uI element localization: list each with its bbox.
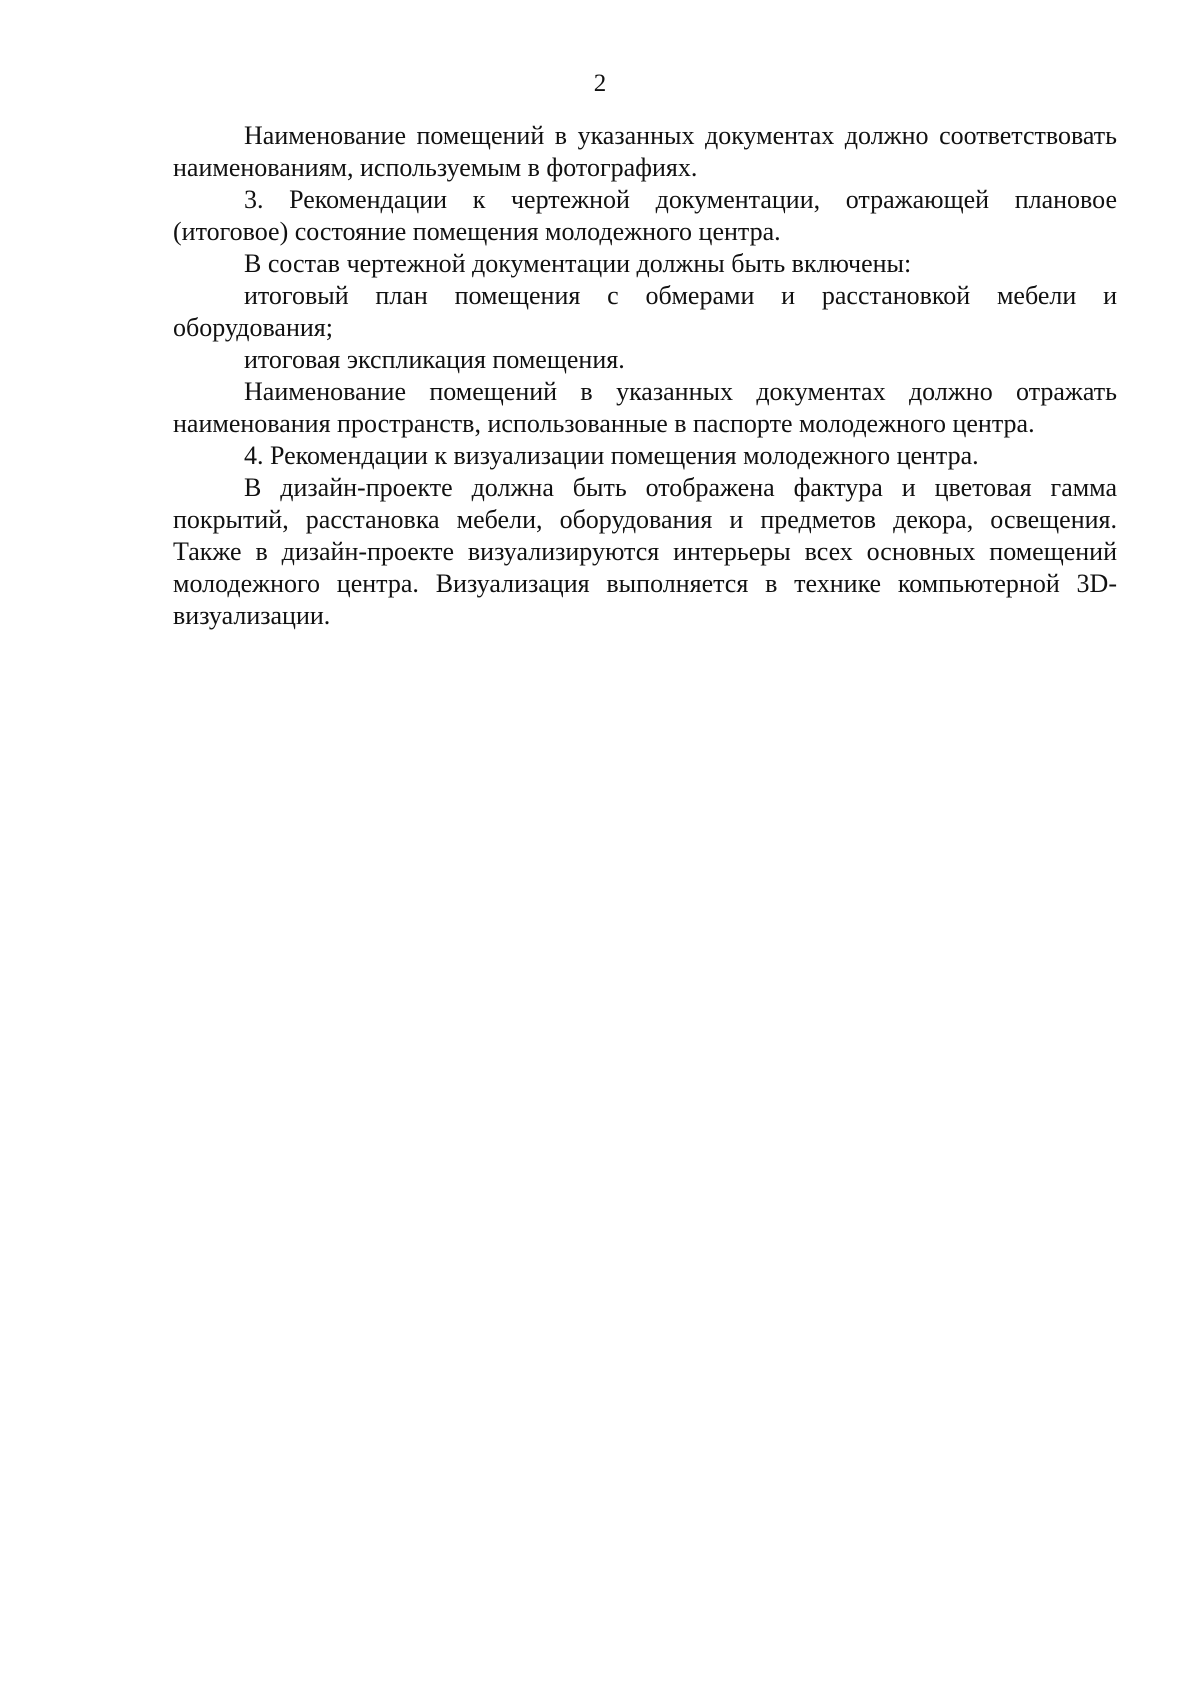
paragraph-explication-item: итоговая экспликация помещения. xyxy=(244,345,625,374)
paragraph-room-names-photos: Наименование помещений в указанных документах должно соответствовать наименованиям, используемым в фотографиях. xyxy=(173,121,1117,182)
paragraph-room-names-passport: Наименование помещений в указанных документах должно отражать наименования пространств, использованные в паспорте молодежного центра. xyxy=(173,377,1117,438)
paragraph-visualization-details: В дизайн-проекте должна быть отображена фактура и цветовая гамма покрытий, расстановка мебели, оборудования и предметов декора, освещения. Также в дизайн-проекте визуализируются интерьеры всех основных помещений молодежного центра. Визуализация выполняется в технике компьютерной 3D-визуализации. xyxy=(173,473,1117,630)
paragraph-section-3-heading: 3. Рекомендации к чертежной документации, отражающей плановое (итоговое) состояние помещения молодежного центра. xyxy=(173,185,1117,246)
paragraph-final-plan-item: итоговый план помещения с обмерами и расстановкой мебели и оборудования; xyxy=(173,281,1117,342)
paragraph-drawing-contents-intro: В состав чертежной документации должны быть включены: xyxy=(244,249,912,278)
page-number: 2 xyxy=(593,70,607,97)
paragraph-section-4-heading: 4. Рекомендации к визуализации помещения молодежного центра. xyxy=(244,441,979,470)
document-body xyxy=(173,120,1117,632)
